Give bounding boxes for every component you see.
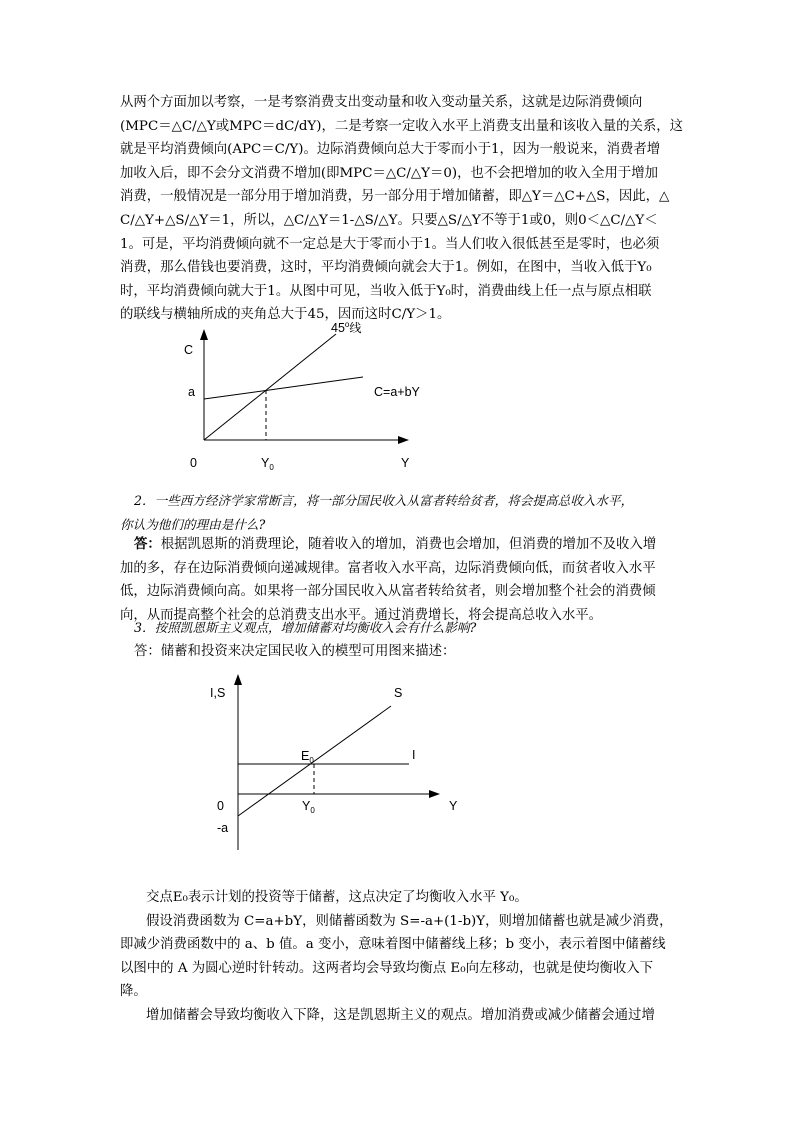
text-line: 增加储蓄会导致均衡收入下降，这是凯恩斯主义的观点。增加消费或减少储蓄会通过增 [146, 1007, 655, 1023]
question-line: 2．一些西方经济学家常断言，将一部分国民收入从富者转给贫者，将会提高总收入水平， [134, 493, 634, 508]
text-line: 时，平均消费倾向就大于1。从图中可见，当收入低于Y₀时，消费曲线上任一点与原点相联 [120, 283, 652, 299]
question-2 [120, 489, 680, 536]
c-axis-arrow [200, 329, 208, 340]
saving-investment-figure [0, 660, 794, 860]
text-line: 消费，一般情况是一部分用于增加消费，另一部分用于增加储蓄，即△Y＝△C+△S，因此，△ [120, 189, 670, 205]
answer-line [120, 533, 680, 557]
label-i: I [412, 748, 416, 762]
label-e0: $E_0$ [301, 749, 314, 765]
label-is: I,S [210, 686, 226, 700]
answer-line: 向，从而提高整个社会的总消费支出水平。通过消费增长，将会提高总收入水平。 [120, 607, 603, 623]
text-line: 从两个方面加以考察，一是考察消费支出变动量和收入变动量关系，这就是边际消费倾向 [120, 95, 643, 110]
label-y0: $Y_0$ [261, 456, 274, 472]
text-line: 1。可是，平均消费倾向就不一定总是大于零而小于1。当人们收入很低甚至是零时，也必须 [120, 236, 660, 252]
label-c: C [184, 343, 194, 357]
label-neg-a: -a [217, 821, 229, 835]
saving-line [238, 706, 391, 816]
text-line: 即减少消费函数中的 a、b 值。a 变小，意味着图中储蓄线上移；b 变小，表示着图中储蓄线 [120, 937, 666, 953]
answer-line: 加的多，存在边际消费倾向递减规律。富者收入水平高，边际消费倾向低，而贫者收入水平 [120, 560, 656, 576]
label-origin: 0 [217, 799, 224, 813]
text-line: 以图中的 A 为圆心逆时针转动。这两者均会导致均衡点 E₀向左移动，也就是使均衡收入下 [120, 960, 654, 976]
question-line: 你认为他们的理由是什么? [120, 516, 266, 532]
label-s: S [394, 686, 403, 700]
answer-line: 低，边际消费倾向高。如果将一部分国民收入从富者转给贫者，则会增加整个社会的消费倾 [120, 584, 656, 600]
text-line: 就是平均消费倾向(APC＝C/Y)。边际消费倾向总大于零而小于1，因为一般说来，消费者增 [120, 142, 661, 158]
consumption-function-figure [0, 310, 794, 480]
question-line: 3．按照凯恩斯主义观点，增加储蓄对均衡收入会有什么影响? [134, 620, 477, 635]
text-line: 交点E₀表示计划的投资等于储蓄，这点决定了均衡收入水平 Y₀。 [146, 890, 528, 905]
label-y0: $Y_0$ [302, 799, 315, 815]
label-45-line: 45$^o$线 [331, 320, 362, 335]
text-line: 消费，那么借钱也要消费，这时，平均消费倾向就会大于1。例如，在图中，当收入低于Y₀ [120, 260, 652, 276]
line-45-degree [204, 334, 336, 440]
answer-label: 答： [134, 536, 161, 552]
consumption-line [204, 377, 363, 399]
text-line: 加收入后，即不会分文消费不增加(即MPC＝△C/△Y＝0)，也不会把增加的收入全用于增加 [120, 165, 659, 181]
answer-text: 根据凯恩斯的消费理论，随着收入的增加，消费也会增加，但消费的增加不及收入增 [160, 537, 657, 552]
question-3 [120, 616, 680, 663]
paragraph-consumption-propensity [120, 91, 684, 327]
label-origin: 0 [190, 456, 197, 470]
text-line: 假设消费函数为 C=a+bY，则储蓄函数为 S=-a+(1-b)Y，则增加储蓄也就是减少消费， [146, 913, 673, 929]
label-y: Y [449, 799, 458, 813]
label-consumption-function: C=a+bY [374, 385, 420, 399]
answer-line: 答：储蓄和投资来决定国民收入的模型可用图来描述： [134, 643, 456, 659]
answer-2 [120, 533, 680, 627]
is-axis-arrow [234, 674, 242, 685]
y-axis-arrow [429, 790, 440, 798]
paragraph-saving-effect [120, 886, 680, 1028]
y-axis-arrow [398, 436, 409, 444]
text-line: C/△Y+△S/△Y＝1，所以，△C/△Y＝1-△S/△Y。只要△S/△Y不等于1或0，则0＜△C/△Y＜ [120, 212, 658, 228]
text-line: 的联线与横轴所成的夹角总大于45，因而这时C/Y＞1。 [120, 307, 451, 323]
text-line: 降。 [120, 984, 147, 1000]
label-a: a [188, 385, 195, 399]
label-y: Y [401, 456, 410, 470]
text-line: (MPC＝△C/△Y或MPC＝dC/dY)，二是考察一定收入水平上消费支出量和该收入量的关系，这 [120, 118, 684, 134]
